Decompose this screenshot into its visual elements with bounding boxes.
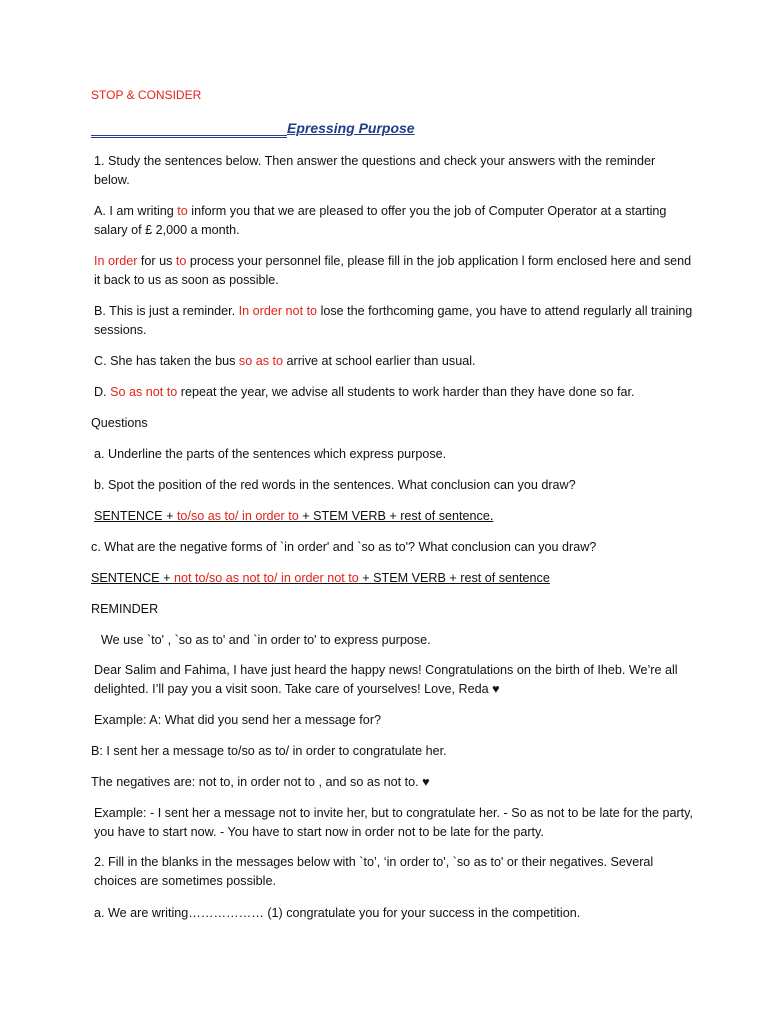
sentence-a-pre: A. I am writing xyxy=(94,204,178,218)
formula-positive-red: to/so as to/ in order to xyxy=(176,509,299,523)
reminder-heading: REMINDER xyxy=(91,602,159,616)
sentence-c xyxy=(94,352,694,371)
formula-negative-pre: SENTENCE + xyxy=(91,571,174,585)
answer-b: B: I sent her a message to/so as to/ in order to congratulate her. xyxy=(91,744,447,758)
we-use-text: We use `to' , `so as to' and `in order to' to express purpose. xyxy=(101,633,431,647)
formula-positive xyxy=(94,507,694,526)
sentence-c-pre: C. She has taken the bus xyxy=(94,354,239,368)
formula-negative-red: not to/so as not to/ in order not to xyxy=(173,571,359,585)
instruction-2: 2. Fill in the blanks in the messages below with `to’, ‘in order to', `so as to' or their negatives. Several choices are sometimes possible. xyxy=(94,855,654,888)
exercise-a: a. We are writing……………… (1) congratulate you for your success in the competition. xyxy=(94,906,581,920)
sentence-d xyxy=(94,383,694,402)
in-order-post: process your personnel file, please fill in the job application l form enclosed here and send it back to us as soon as possible. xyxy=(94,254,692,287)
sentence-a-red: to xyxy=(177,204,188,218)
title-rule xyxy=(91,135,287,136)
in-order-mid: for us xyxy=(137,254,176,268)
formula-positive-pre: SENTENCE + xyxy=(94,509,177,523)
question-a: a. Underline the parts of the sentences which express purpose. xyxy=(94,447,447,461)
sentence-a xyxy=(94,202,694,240)
sentence-c-red: so as to xyxy=(238,354,284,368)
formula-negative-post: + STEM VERB + rest of sentence xyxy=(358,571,550,585)
page-title: Epressing Purpose xyxy=(287,120,415,136)
in-order-to-red: to xyxy=(175,254,187,268)
question-b: b. Spot the position of the red words in the sentences. What conclusion can you draw? xyxy=(94,478,576,492)
sentence-d-post: repeat the year, we advise all students to work harder than they have done so far. xyxy=(177,385,635,399)
sentence-b-red: In order not to xyxy=(238,304,318,318)
example-2: Example: - I sent her a message not to invite her, but to congratulate her. - So as not to be late for the party, you have to start now. - You have to start now in order not to be late for the party. xyxy=(94,806,694,839)
instruction-1: 1. Study the sentences below. Then answer the questions and check your answers with the reminder below. xyxy=(94,154,656,187)
negatives-text: The negatives are: not to, in order not to , and so as not to. ♥ xyxy=(91,775,430,789)
formula-negative xyxy=(91,569,691,588)
questions-heading: Questions xyxy=(91,416,148,430)
sentence-a-post: inform you that we are pleased to offer you the job of Computer Operator at a starting salary of £ 2,000 a month. xyxy=(94,204,667,237)
title-block xyxy=(91,120,431,140)
sentence-c-post: arrive at school earlier than usual. xyxy=(283,354,476,368)
sentence-b-post: lose the forthcoming game, you have to attend regularly all training sessions. xyxy=(94,304,693,337)
formula-positive-post: + STEM VERB + rest of sentence. xyxy=(298,509,494,523)
sentence-b-pre: B. This is just a reminder. xyxy=(94,304,239,318)
title-rule-double xyxy=(91,137,287,138)
sentence-d-red: So as not to xyxy=(110,385,178,399)
stop-consider-heading: STOP & CONSIDER xyxy=(91,88,202,102)
sentence-b xyxy=(94,302,694,340)
dear-letter: Dear Salim and Fahima, I have just heard the happy news! Congratulations on the birth of Iheb. We’re all delighted. I’ll pay you a visit soon. Take care of yourselves! Love, Reda ♥ xyxy=(94,663,678,696)
in-order-red: In order xyxy=(94,254,138,268)
sentence-in-order xyxy=(94,252,694,290)
sentence-d-pre: D. xyxy=(94,385,111,399)
question-c: c. What are the negative forms of `in order' and `so as to'? What conclusion can you draw? xyxy=(91,540,597,554)
example-1: Example: A: What did you send her a message for? xyxy=(94,713,382,727)
